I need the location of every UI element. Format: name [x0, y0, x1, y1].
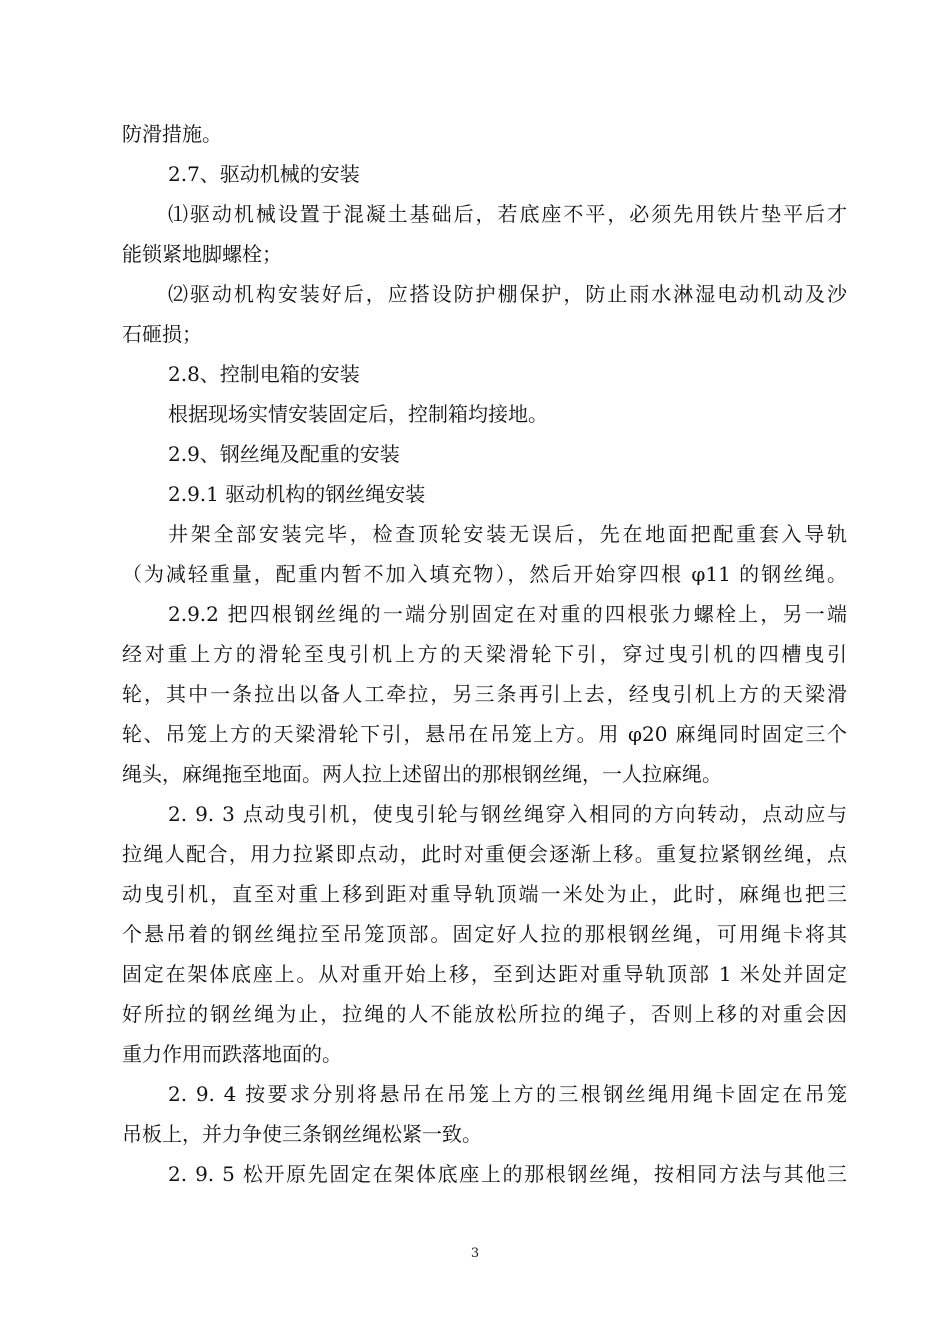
text-line: 动曳引机，直至对重上移到距对重导轨顶端一米处为止，此时，麻绳也把三 — [122, 882, 847, 906]
text-line: ⑴驱动机械设置于混凝土基础后，若底座不平，必须先用铁片垫平后才 — [168, 202, 847, 226]
text-line: 2. 9. 4 按要求分别将悬吊在吊笼上方的三根钢丝绳用绳卡固定在吊笼 — [168, 1082, 847, 1106]
text-line: （为减轻重量，配重内暂不加入填充物），然后开始穿四根 φ11 的钢丝绳。 — [122, 562, 847, 586]
text-line: 井架全部安装完毕，检查顶轮安装无误后，先在地面把配重套入导轨 — [168, 522, 847, 546]
text-line: 吊板上，并力争使三条钢丝绳松紧一致。 — [122, 1122, 482, 1146]
text-line: 2.9.2 把四根钢丝绳的一端分别固定在对重的四根张力螺栓上，另一端 — [168, 602, 847, 626]
text-line: ⑵驱动机构安装好后，应搭设防护棚保护，防止雨水淋湿电动机动及沙 — [168, 282, 847, 306]
document-body — [122, 114, 847, 1194]
section-heading-2-8: 2.8、控制电箱的安装 — [168, 362, 360, 386]
text-line: 经对重上方的滑轮至曳引机上方的天梁滑轮下引，穿过曳引机的四槽曳引 — [122, 642, 847, 666]
text-line: 绳头，麻绳拖至地面。两人拉上述留出的那根钢丝绳，一人拉麻绳。 — [122, 762, 722, 786]
text-line: 2. 9. 5 松开原先固定在架体底座上的那根钢丝绳，按相同方法与其他三 — [168, 1162, 847, 1186]
text-line: 拉绳人配合，用力拉紧即点动，此时对重便会逐渐上移。重复拉紧钢丝绳，点 — [122, 842, 847, 866]
subsection-heading-2-9-1: 2.9.1 驱动机构的钢丝绳安装 — [168, 482, 426, 506]
text-line: 好所拉的钢丝绳为止，拉绳的人不能放松所拉的绳子，否则上移的对重会因 — [122, 1002, 847, 1026]
text-line: 2. 9. 3 点动曳引机，使曳引轮与钢丝绳穿入相同的方向转动，点动应与 — [168, 802, 847, 826]
text-line: 根据现场实情安装固定后，控制箱均接地。 — [168, 402, 548, 426]
text-line: 重力作用而跌落地面的。 — [122, 1042, 342, 1066]
section-heading-2-9: 2.9、钢丝绳及配重的安装 — [168, 442, 400, 466]
page-number: 3 — [470, 1246, 480, 1261]
text-line: 石砸损； — [122, 322, 202, 346]
section-heading-2-7: 2.7、驱动机械的安装 — [168, 162, 360, 186]
text-line: 能锁紧地脚螺栓； — [122, 242, 282, 266]
text-line: 固定在架体底座上。从对重开始上移，至到达距对重导轨顶部 1 米处并固定 — [122, 962, 847, 986]
text-line: 防滑措施。 — [122, 122, 222, 146]
text-line: 轮、吊笼上方的天梁滑轮下引，悬吊在吊笼上方。用 φ20 麻绳同时固定三个 — [122, 722, 847, 746]
text-line: 轮，其中一条拉出以备人工牵拉，另三条再引上去，经曳引机上方的天梁滑 — [122, 682, 847, 706]
text-line: 个悬吊着的钢丝绳拉至吊笼顶部。固定好人拉的那根钢丝绳，可用绳卡将其 — [122, 922, 847, 946]
